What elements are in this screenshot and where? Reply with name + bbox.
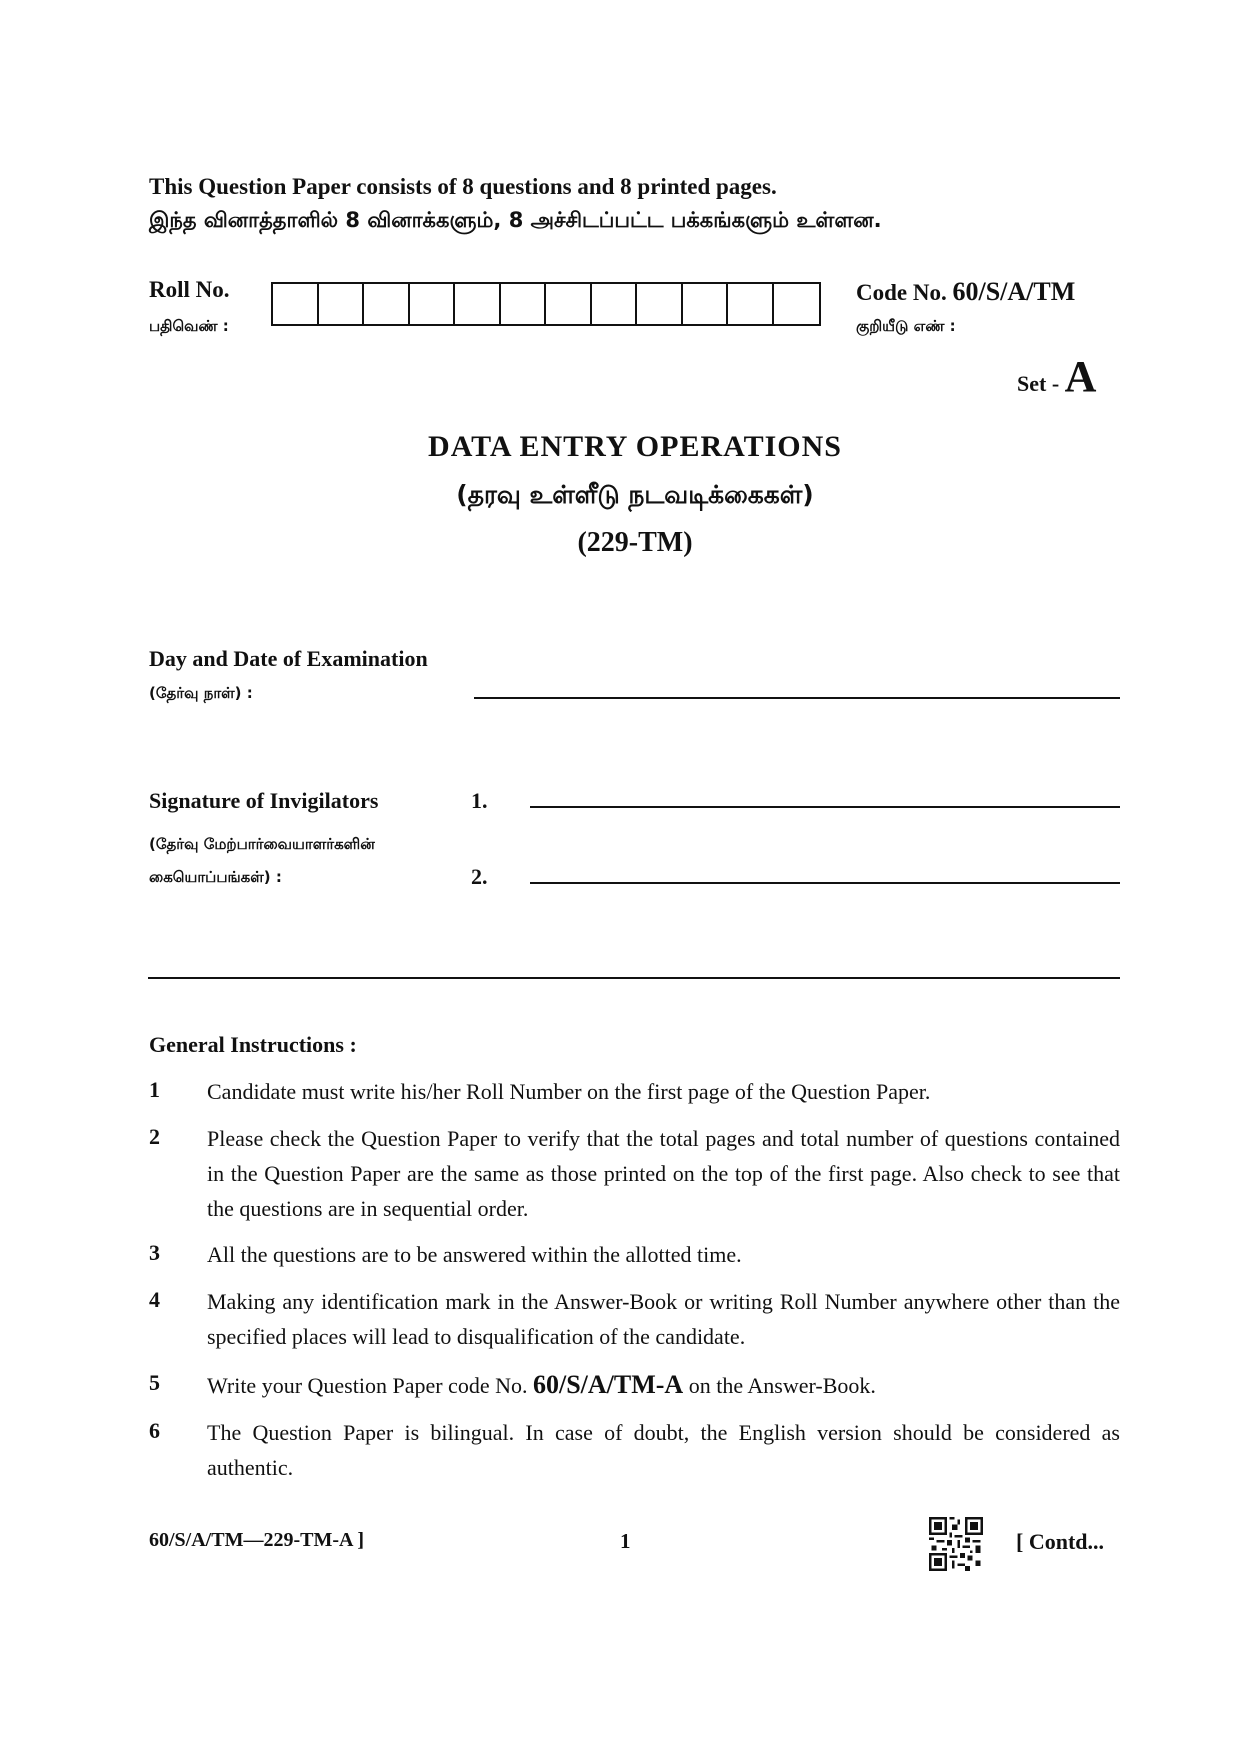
set-label: Set - — [1017, 371, 1060, 396]
instruction-number: 4 — [149, 1287, 160, 1312]
roll-number-digit-box[interactable] — [774, 284, 820, 324]
subject-title-tamil: (தரவு உள்ளீடு நடவடிக்கைகள்) — [456, 480, 814, 509]
code-number-label-tamil: குறியீடு எண் : — [856, 317, 956, 335]
instruction-number: 3 — [149, 1240, 160, 1265]
continued-label: [ Contd... — [1016, 1529, 1105, 1554]
code-number-label — [856, 277, 1075, 307]
instruction-number: 6 — [149, 1418, 160, 1443]
qr-code-icon — [929, 1517, 983, 1571]
invigilator-signature-label-tamil-2: கையொப்பங்கள்) : — [149, 868, 282, 886]
invigilator-signature-label: Signature of Invigilators — [149, 788, 379, 813]
invigilator-signature-field-1[interactable] — [530, 806, 1120, 808]
section-divider — [148, 977, 1120, 979]
instruction-text: Candidate must write his/her Roll Number on the first page of the Question Paper. — [207, 1079, 931, 1104]
instruction-text-after: on the Answer-Book. — [688, 1373, 876, 1398]
roll-number-digit-box[interactable] — [637, 284, 683, 324]
roll-number-label: Roll No. — [149, 277, 230, 302]
invigilator-signature-field-2[interactable] — [530, 882, 1120, 884]
roll-number-digit-box[interactable] — [592, 284, 638, 324]
instruction-text-before: Write your Question Paper code No. — [207, 1373, 528, 1398]
instruction-text: Making any identification mark in the Answer-Book or writing Roll Number anywhere other than the specified places will lead to disqualification of the candidate. — [207, 1289, 1120, 1349]
set-indicator — [1017, 351, 1096, 402]
exam-date-label-tamil: (தேர்வு நாள்) : — [149, 684, 253, 702]
instruction-number: 5 — [149, 1370, 160, 1395]
instruction-text: All the questions are to be answered within the allotted time. — [207, 1242, 742, 1267]
subject-title-english: DATA ENTRY OPERATIONS — [428, 430, 842, 463]
page-number: 1 — [620, 1529, 631, 1553]
exam-date-field[interactable] — [474, 697, 1120, 699]
invigilator-signature-label-tamil-1: (தேர்வு மேற்பார்வையாளர்களின் — [149, 835, 375, 853]
roll-number-digit-box[interactable] — [546, 284, 592, 324]
instruction-text: Please check the Question Paper to verify that the total pages and total number of questions contained in the Question Paper are the same as those printed on the top of the first page. Also check to see that the questions are in sequential order. — [207, 1126, 1120, 1221]
roll-number-digit-box[interactable] — [683, 284, 729, 324]
exam-date-label: Day and Date of Examination — [149, 646, 428, 671]
subject-code: (229-TM) — [577, 527, 693, 558]
roll-number-digit-box[interactable] — [455, 284, 501, 324]
instruction-number: 1 — [149, 1077, 160, 1102]
roll-number-digit-box[interactable] — [319, 284, 365, 324]
instruction-text: The Question Paper is bilingual. In case of doubt, the English version should be considered as authentic. — [207, 1420, 1120, 1480]
footer-paper-code: 60/S/A/TM—229-TM-A ] — [149, 1529, 364, 1551]
paper-summary-tamil: இந்த வினாத்தாளில் 8 வினாக்களும், 8 அச்சிடப்பட்ட பக்கங்களும் உள்ளன. — [149, 208, 882, 232]
roll-number-boxes[interactable] — [271, 282, 821, 326]
roll-number-digit-box[interactable] — [364, 284, 410, 324]
answer-book-code: 60/S/A/TM-A — [532, 1370, 684, 1399]
roll-number-digit-box[interactable] — [728, 284, 774, 324]
roll-number-label-tamil: பதிவெண் : — [149, 317, 229, 335]
instruction-text — [207, 1367, 1120, 1403]
instruction-number: 2 — [149, 1124, 160, 1149]
paper-summary-english: This Question Paper consists of 8 questions and 8 printed pages. — [149, 174, 777, 199]
code-number-value: 60/S/A/TM — [952, 277, 1076, 306]
roll-number-digit-box[interactable] — [273, 284, 319, 324]
instructions-title: General Instructions : — [149, 1032, 357, 1057]
invigilator-number-1: 1. — [471, 788, 488, 813]
invigilator-number-2: 2. — [471, 864, 488, 889]
set-letter: A — [1064, 352, 1097, 401]
roll-number-digit-box[interactable] — [501, 284, 547, 324]
code-number-label-text: Code No. — [856, 280, 947, 305]
roll-number-digit-box[interactable] — [410, 284, 456, 324]
